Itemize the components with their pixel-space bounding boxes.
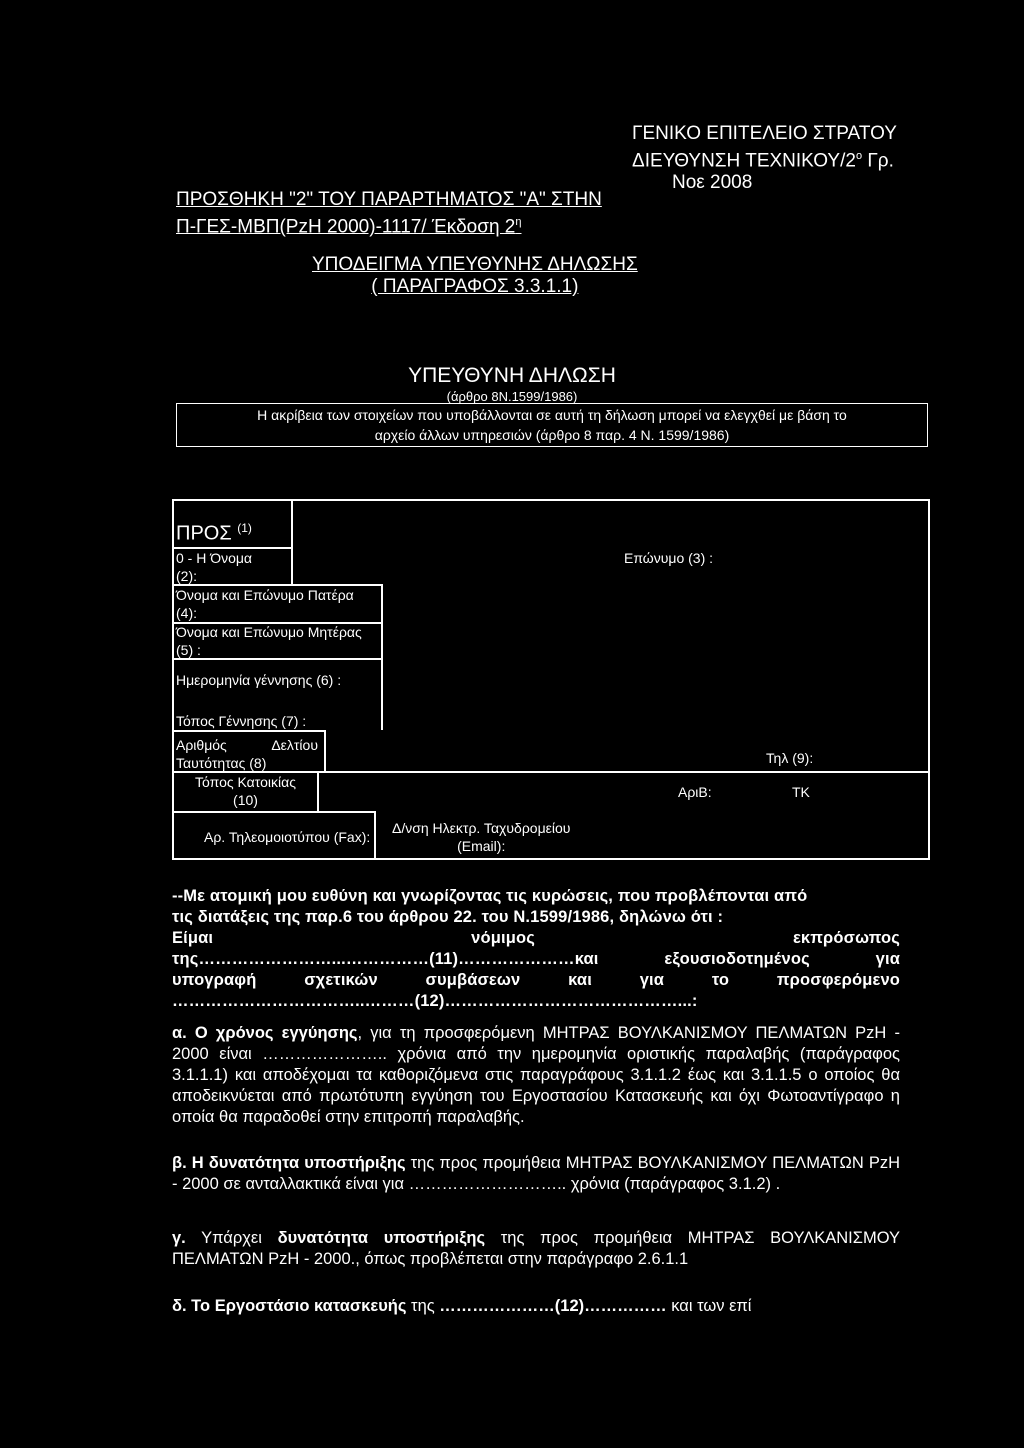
- item-d-factory: δ. Το Εργοστάσιο κατασκευής της …………………(12)…………… και των επί: [172, 1297, 752, 1315]
- declaration-title: ΥΠΕΥΘΥΝΗ ΔΗΛΩΣΗ: [408, 364, 616, 387]
- divider: [291, 501, 293, 547]
- declaration-form: [172, 499, 930, 860]
- mother-name-label: Όνομα και Επώνυμο Μητέρας (5) :: [176, 624, 362, 658]
- divider: [381, 584, 383, 658]
- notice-box: Η ακρίβεια των στοιχείων που υποβάλλονται σε αυτή τη δήλωση μπορεί να ελεγχθεί με βάση το αρχείο άλλων υπηρεσιών (άρθρο 8 παρ. 4 Ν. 1599/1986): [176, 403, 928, 447]
- email-label: Δ/νση Ηλεκτρ. Ταχυδρομείου (Email):: [392, 820, 571, 854]
- organization-block: [632, 123, 897, 194]
- divider: [291, 547, 293, 584]
- divider: [174, 730, 324, 732]
- divider: [317, 771, 319, 811]
- declaration-statement: --Με ατομική μου ευθύνη και γνωρίζοντας τις κυρώσεις, που προβλέπονται από τις διατάξεις της παρ.6 του άρθρου 22. του Ν.1599/1986, δηλώνω ότι : Είμαι νόμιμος εκπρόσωπος της……………………...……………(11)…………………και εξουσιοδοτημένος για υπογραφή σχετικών συμβάσεων και για το προσφερόμενο ……………………………..………(12)……………………………………...:: [172, 887, 900, 1010]
- declaration-article: (άρθρο 8Ν.1599/1986): [446, 389, 578, 404]
- residence-label: Τόπος Κατοικίας (10): [195, 774, 296, 808]
- org-directorate: ΔΙΕΥΘΥΝΣΗ ΤΕΧΝΙΚΟΥ/$2^o$ Γρ.: [632, 150, 894, 172]
- model-title: ΥΠΟΔΕΙΓΜΑ ΥΠΕΥΘΥΝΗΣ ΔΗΛΩΣΗΣ ( ΠΑΡΑΓΡΑΦΟΣ 3.3.1.1): [312, 254, 638, 297]
- org-name: ΓΕΝΙΚΟ ΕΠΙΤΕΛΕΙΟ ΣΤΡΑΤΟΥ: [632, 123, 897, 144]
- surname-label: Επώνυμο (3) :: [624, 550, 714, 566]
- item-a-warranty: α. Ο χρόνος εγγύησης, για τη προσφερόμενη ΜΗΤΡΑΣ ΒΟΥΛΚΑΝΙΣΜΟΥ ΠΕΛΜΑΤΩΝ ΡzΗ - 2000 είναι ………………….. χρόνια από την ημερομηνία οριστικής παραλαβής (παράγραφος 3.1.1.1) και αποδέχομαι τα καθοριζόμενα στις παραγράφους 3.1.1.2 έως και 3.1.1.5 ο οποίος θα αποδεικνύεται από πρωτότυπη εγγύηση του Εργοστασίου Κατασκευής και όχι Φωτοαντίγραφο η οποία θα παραδοθεί στην επιτροπή παραλαβής.: [172, 1024, 900, 1126]
- item-b-support: β. Η δυνατότητα υποστήριξης της προς προμήθεια ΜΗΤΡΑΣ ΒΟΥΛΚΑΝΙΣΜΟΥ ΠΕΛΜΑΤΩΝ ΡzΗ - 2000 σε ανταλλακτικά είναι για ……………………….. χρόνια (παράγραφος 3.1.2) .: [172, 1154, 900, 1193]
- doc-date: Νοε 2008: [672, 172, 753, 194]
- divider: [174, 811, 374, 813]
- divider: [381, 658, 383, 730]
- street-number-label: ΑριΒ:: [678, 784, 712, 800]
- id-card-label: Αριθμός Δελτίου Ταυτότητας (8): [176, 737, 318, 771]
- annex-reference: ΠΡΟΣΘΗΚΗ "2" ΤΟΥ ΠΑΡΑΡΤΗΜΑΤΟΣ "Α" ΣΤΗΝ Π-ΓΕΣ-ΜΒΠ(ΡzΗ 2000)-1117/ Έκδοση $2^\eta$: [176, 189, 602, 238]
- to-label: ΠΡΟΣ $^{(1)}$: [176, 521, 252, 545]
- fax-label: Αρ. Τηλεομοιοτύπου (Fax):: [204, 829, 371, 845]
- item-c-support: γ. Υπάρχει δυνατότητα υποστήριξης της προς προμήθεια ΜΗΤΡΑΣ ΒΟΥΛΚΑΝΙΣΜΟΥ ΠΕΛΜΑΤΩΝ ΡzΗ - 2000., όπως προβλέπεται στην παράγραφο 2.6.1.1: [172, 1229, 901, 1268]
- divider: [374, 811, 376, 860]
- phone-label: Τηλ (9):: [766, 750, 814, 766]
- divider: [324, 730, 326, 771]
- first-name-label: 0 - Η Όνομα (2):: [176, 550, 253, 584]
- birthdate-label: Ημερομηνία γέννησης (6) :: [176, 672, 342, 688]
- birthplace-label: Τόπος Γέννησης (7) :: [176, 713, 307, 729]
- postcode-label: ΤΚ: [792, 784, 810, 800]
- father-name-label: Όνομα και Επώνυμο Πατέρα (4):: [176, 587, 354, 621]
